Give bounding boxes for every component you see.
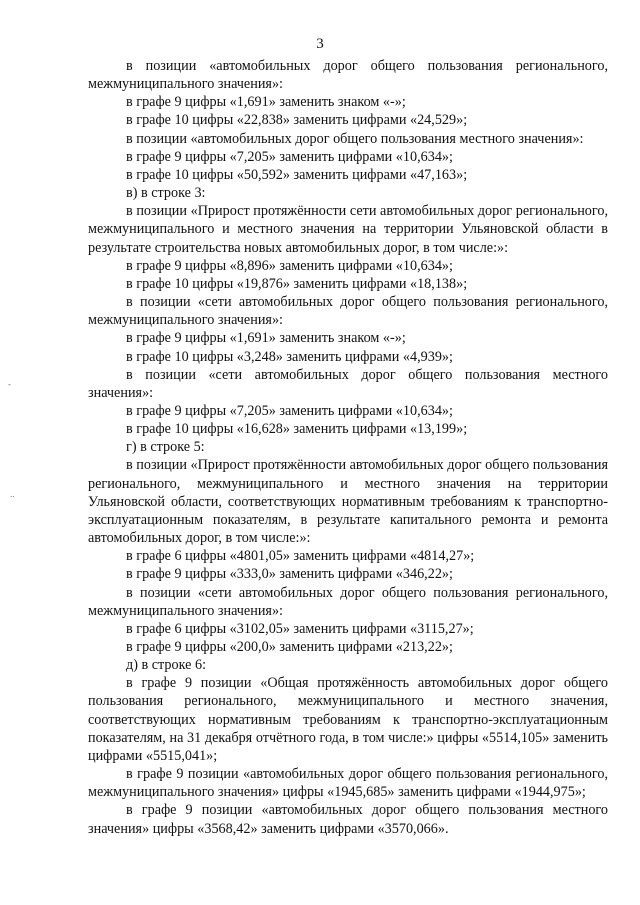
page-number: 3	[316, 36, 324, 52]
paragraph: в) в строке 3:	[126, 185, 206, 202]
paragraph: в графе 10 цифры «3,248» заменить цифрами «4,939»;	[126, 348, 453, 365]
paragraph: в графе 9 цифры «8,896» заменить цифрами «10,634»;	[126, 257, 453, 274]
scan-artifact: -	[8, 379, 11, 389]
paragraph: в графе 10 цифры «22,838» заменить цифрами «24,529»;	[126, 112, 468, 129]
paragraph: в позиции «сети автомобильных дорог общего пользования регионального, межмуниципального значения»:	[88, 584, 608, 619]
paragraph: в позиции «Прирост протяжённости сети автомобильных дорог регионального, межмуниципального и местного значения на территории Ульяновской области в результате строительства новых автомобильных дорог, в том числе:»:	[88, 203, 608, 256]
paragraph: в графе 9 позиции «Общая протяжённость автомобильных дорог общего пользования регионального, межмуниципального и местного значения, соответствующих нормативным требованиям к транспортно-эксплуатационным показателям, на 31 декабря отчётного года, в том числе:» цифры «5514,105» заменить цифрами «5515,041»;	[88, 675, 608, 764]
paragraph: в позиции «автомобильных дорог общего пользования местного значения»:	[126, 130, 584, 147]
paragraph: в позиции «сети автомобильных дорог общего пользования местного значения»:	[88, 366, 608, 401]
paragraph: в графе 10 цифры «50,592» заменить цифрами «47,163»;	[126, 166, 468, 183]
paragraph: в графе 9 позиции «автомобильных дорог общего пользования регионального, межмуниципального значения» цифры «1945,685» заменить цифрами «1944,975»;	[88, 766, 608, 801]
paragraph: в графе 10 цифры «16,628» заменить цифрами «13,199»;	[126, 421, 468, 438]
paragraph: в графе 10 цифры «19,876» заменить цифрами «18,138»;	[126, 275, 468, 292]
paragraph: в позиции «сети автомобильных дорог общего пользования регионального, межмуниципального значения»:	[88, 294, 608, 329]
paragraph: в графе 9 цифры «7,205» заменить цифрами «10,634»;	[126, 148, 453, 165]
paragraph: в графе 9 цифры «333,0» заменить цифрами «346,22»;	[126, 566, 453, 583]
paragraph: в графе 9 цифры «7,205» заменить цифрами «10,634»;	[126, 402, 453, 419]
paragraph: в позиции «автомобильных дорог общего пользования регионального, межмуниципального значения»:	[88, 58, 608, 93]
paragraph: в графе 9 позиции «автомобильных дорог общего пользования местного значения» цифры «3568,42» заменить цифрами «3570,066».	[88, 802, 608, 837]
paragraph: в графе 9 цифры «1,691» заменить знаком «-»;	[126, 94, 406, 111]
paragraph: в графе 6 цифры «4801,05» заменить цифрами «4814,27»;	[126, 548, 475, 565]
paragraph: в графе 9 цифры «200,0» заменить цифрами «213,22»;	[126, 639, 453, 655]
paragraph: в позиции «Прирост протяжённости автомобильных дорог общего пользования регионального, межмуниципального и местного значения на территории Ульяновской области, соответствующих нормативным требованиям к транспортно-эксплуатационным показателям, в результате капитального ремонта и ремонта автомобильных дорог, в том числе:»:	[88, 457, 608, 547]
paragraph: в графе 6 цифры «3102,05» заменить цифрами «3115,27»;	[126, 620, 474, 637]
scan-artifact: ..	[10, 489, 15, 499]
paragraph: г) в строке 5:	[126, 439, 205, 456]
document-body	[88, 57, 608, 838]
paragraph: в графе 9 цифры «1,691» заменить знаком «-»;	[126, 330, 406, 347]
paragraph: д) в строке 6:	[126, 657, 207, 674]
